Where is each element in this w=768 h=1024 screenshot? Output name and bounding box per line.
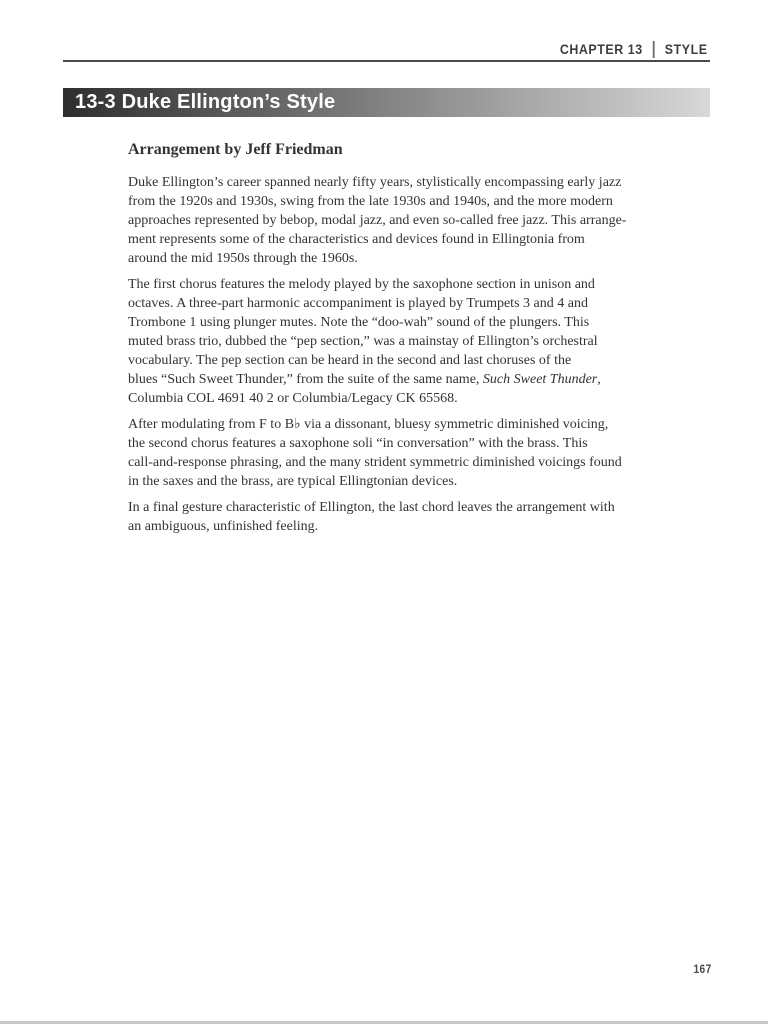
text-line: The first chorus features the melody played by the saxophone section in unison and — [128, 277, 595, 292]
text-line: octaves. A three-part harmonic accompaniment is played by Trumpets 3 and 4 and — [128, 296, 588, 311]
header-rule — [63, 60, 710, 62]
text-line: After modulating from F to B♭ via a dissonant, bluesy symmetric diminished voicing, — [128, 417, 609, 432]
text-line: Trombone 1 using plunger mutes. Note the “doo-wah” sound of the plungers. This — [128, 315, 590, 330]
paragraph — [128, 173, 688, 268]
paragraph — [128, 415, 688, 491]
page-number: 167 — [693, 964, 712, 976]
section-banner — [63, 88, 710, 117]
text-line: an ambiguous, unfinished feeling. — [128, 519, 319, 534]
text-line: In a final gesture characteristic of Ellington, the last chord leaves the arrangement with — [128, 500, 615, 515]
text-line: call-and-response phrasing, and the many strident symmetric diminished voicings found — [128, 455, 622, 470]
text-line: muted brass trio, dubbed the “pep section,” was a mainstay of Ellington’s orchestral — [128, 334, 598, 349]
text-line: Duke Ellington’s career spanned nearly fifty years, stylistically encompassing early jazz — [128, 175, 622, 190]
running-head-section: STYLE — [665, 42, 708, 57]
text-line: from the 1920s and 1930s, swing from the late 1930s and 1940s, and the more modern — [128, 194, 613, 209]
running-head-divider — [653, 41, 655, 58]
text-line: Columbia COL 4691 40 2 or Columbia/Legacy CK 65568. — [128, 391, 458, 406]
running-head — [560, 41, 708, 58]
text-line: vocabulary. The pep section can be heard in the second and last choruses of the — [128, 353, 572, 368]
arrangement-subheading: Arrangement by Jeff Friedman — [128, 141, 343, 158]
paragraph — [128, 498, 688, 536]
body-text — [128, 173, 688, 543]
text-line: ment represents some of the characteristics and devices found in Ellingtonia from — [128, 232, 585, 247]
section-banner-title: 13-3 Duke Ellington’s Style — [75, 91, 336, 113]
text-line: blues “Such Sweet Thunder,” from the suite of the same name, Such Sweet Thunder, — [128, 372, 601, 387]
running-head-chapter: CHAPTER 13 — [560, 42, 644, 57]
text-line: the second chorus features a saxophone soli “in conversation” with the brass. This — [128, 436, 588, 451]
text-line: around the mid 1950s through the 1960s. — [128, 251, 358, 266]
text-line: approaches represented by bebop, modal jazz, and even so-called free jazz. This arrange- — [128, 213, 627, 228]
text-line: in the saxes and the brass, are typical Ellingtonian devices. — [128, 474, 458, 489]
paragraph — [128, 275, 688, 408]
